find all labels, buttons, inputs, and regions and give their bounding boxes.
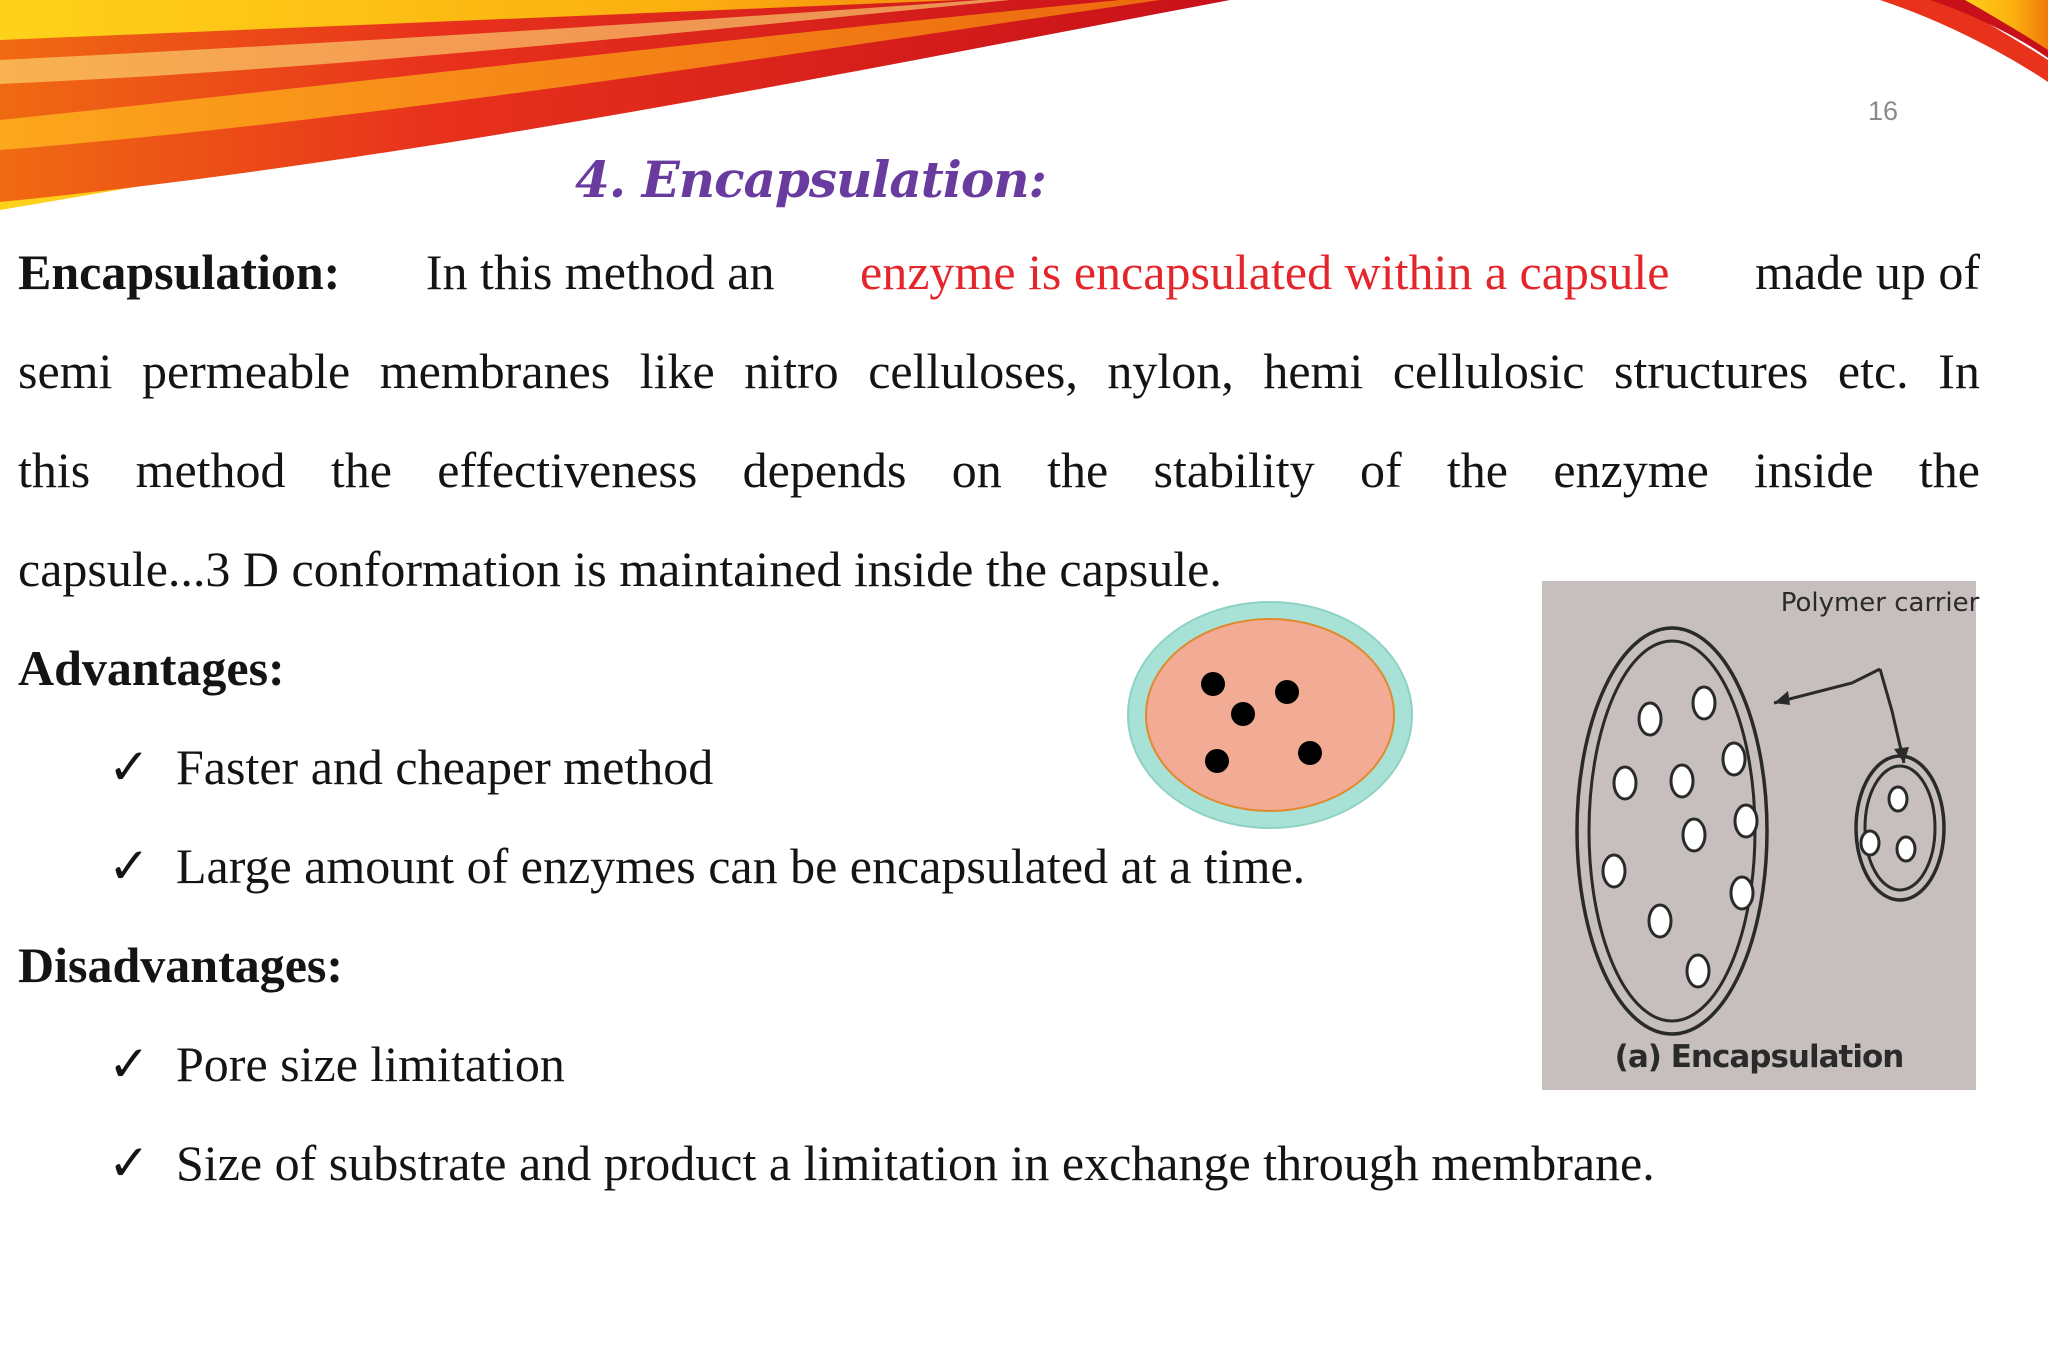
word: of (1359, 442, 1402, 498)
encapsulation-diagram (1542, 581, 1976, 1090)
word: hemi (1263, 343, 1364, 399)
word: structures (1613, 343, 1809, 399)
intro-line-1 (18, 243, 1980, 301)
checkmark-icon: ✓ (108, 838, 150, 894)
word: nitro (744, 343, 839, 399)
intro-label: Encapsulation: (18, 244, 341, 300)
enzyme-granule (1731, 877, 1753, 909)
enzyme-granule (1614, 767, 1636, 799)
enzyme-granule (1693, 687, 1715, 719)
intro-highlight: enzyme is encapsulated within a capsule (860, 244, 1670, 300)
enzyme-granule (1603, 855, 1625, 887)
enzyme-granule (1723, 743, 1745, 775)
figure-caption: (a) Encapsulation (1614, 1039, 1904, 1075)
disadvantages-heading: Disadvantages: (18, 937, 344, 993)
intro-text-before: In this method an (425, 244, 775, 300)
word: effectiveness (437, 442, 698, 498)
enzyme-granule (1649, 905, 1671, 937)
intro-text-after: made up of (1755, 244, 1980, 300)
encapsulation-figure (1542, 581, 1980, 1090)
advantage-text: Faster and cheaper method (176, 739, 714, 795)
advantage-item (108, 837, 1305, 895)
checkmark-icon: ✓ (108, 1135, 150, 1191)
word: In (1938, 343, 1980, 399)
enzyme-granule (1889, 787, 1907, 811)
word: inside (1754, 442, 1874, 498)
enzyme-dot (1231, 702, 1255, 726)
polymer-carrier-label: Polymer carrier (1780, 588, 1980, 618)
word: semi (18, 343, 113, 399)
advantage-item (108, 738, 713, 796)
word: nylon, (1107, 343, 1234, 399)
word: this (18, 442, 91, 498)
word: the (1918, 442, 1980, 498)
enzyme-dot (1201, 672, 1225, 696)
word: celluloses, (868, 343, 1078, 399)
enzyme-dot (1275, 680, 1299, 704)
word: etc. (1837, 343, 1909, 399)
word: enzyme (1553, 442, 1709, 498)
word: the (1446, 442, 1508, 498)
word: membranes (379, 343, 611, 399)
disadvantage-item (108, 1134, 1655, 1192)
enzyme-granule (1897, 837, 1915, 861)
capsule-inner-core (1146, 619, 1394, 811)
checkmark-icon: ✓ (108, 739, 150, 795)
word: method (135, 442, 286, 498)
word: the (330, 442, 392, 498)
enzyme-granule (1683, 819, 1705, 851)
word: stability (1153, 442, 1315, 498)
checkmark-icon: ✓ (108, 1036, 150, 1092)
intro-line-2 (18, 342, 1980, 400)
capsule-illustration (1120, 598, 1420, 834)
intro-line-4: capsule...3 D conformation is maintained inside the capsule. (18, 541, 1222, 597)
enzyme-dot (1205, 749, 1229, 773)
advantages-heading: Advantages: (18, 640, 285, 696)
intro-line-3 (18, 441, 1980, 499)
word: on (951, 442, 1002, 498)
word: cellulosic (1392, 343, 1585, 399)
enzyme-granule (1671, 765, 1693, 797)
enzyme-granule (1687, 955, 1709, 987)
enzyme-granule (1735, 805, 1757, 837)
slide-number: 16 (1868, 96, 1899, 126)
word: depends (742, 442, 907, 498)
slide-title: 4. Encapsulation: (575, 150, 1047, 209)
word: the (1047, 442, 1109, 498)
enzyme-granule (1639, 703, 1661, 735)
enzyme-granule (1861, 831, 1879, 855)
disadvantage-text: Pore size limitation (176, 1036, 565, 1092)
word: like (639, 343, 715, 399)
disadvantage-text: Size of substrate and product a limitation in exchange through membrane. (176, 1135, 1655, 1191)
enzyme-dot (1298, 741, 1322, 765)
word: permeable (141, 343, 351, 399)
disadvantage-item (108, 1035, 565, 1093)
advantage-text: Large amount of enzymes can be encapsulated at a time. (176, 838, 1306, 894)
